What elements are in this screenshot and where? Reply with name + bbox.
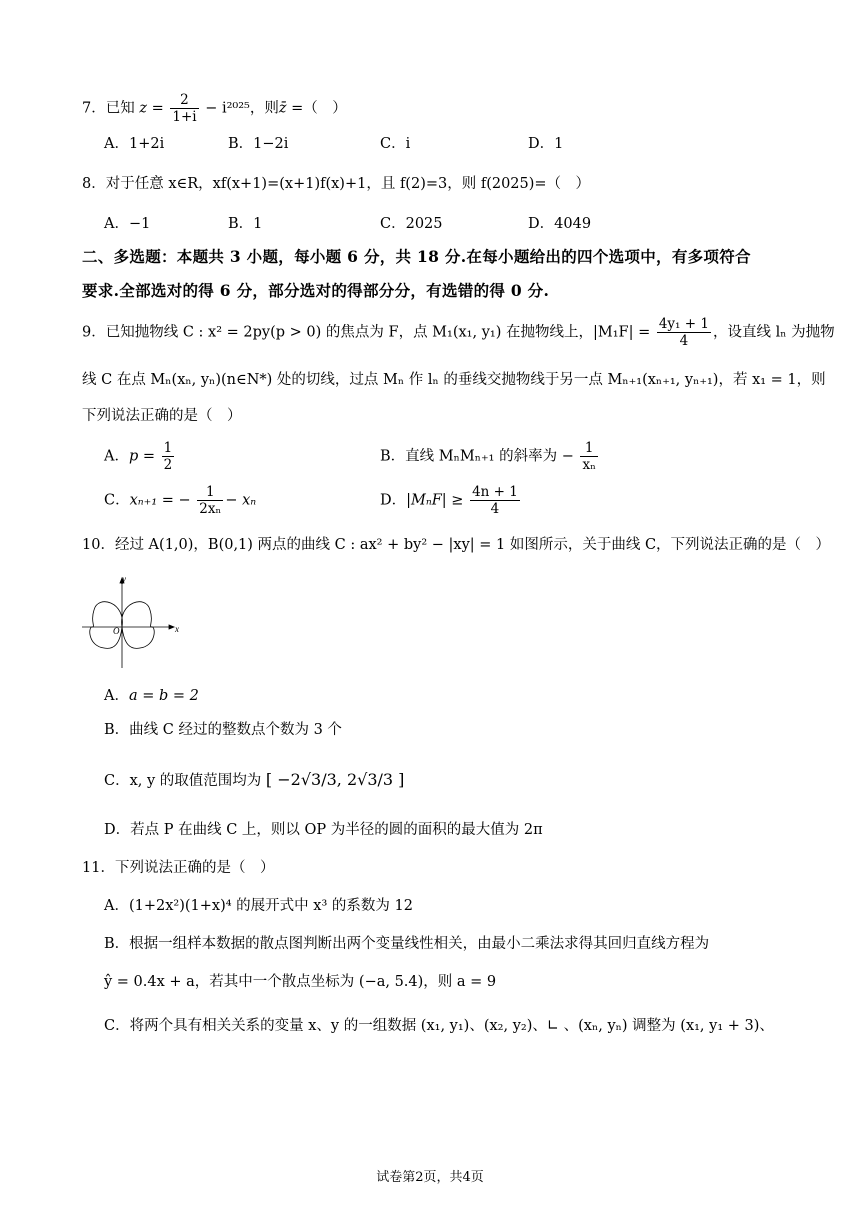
section-2-title-line1: 二、多选题：本题共 3 小题，每小题 6 分，共 18 分.在每小题给出的四个选项中，有多项符合 (82, 247, 751, 266)
q10-option-b: B．曲线 C 经过的整数点个数为 3 个 (104, 722, 342, 738)
q7-option-a: A．1+2i (104, 136, 165, 152)
q9d-den: 4 (490, 501, 500, 518)
q7-frac-den: 1+i (172, 109, 197, 126)
q8-number: 8． (82, 176, 106, 192)
q9-option-b: B．直线 MₙMₙ₊₁ 的斜率为 − $\frac{1}{\text{xₙ}}$ (380, 440, 596, 474)
q7-z-label: z = (139, 100, 164, 117)
q9c-num: 1 (197, 484, 223, 501)
q9c-tail: − xₙ (225, 492, 257, 509)
q11-option-c: C．将两个具有相关关系的变量 x、y 的一组数据 (x₁, y₁)、(x₂, y₂)、∟ 、(xₙ, yₙ) 调整为 (x₁, y₁ + 3)、 (104, 1018, 774, 1034)
q10-curve-figure (80, 574, 180, 670)
q9d-num: 4n + 1 (472, 484, 518, 500)
q8-option-c: C．2025 (380, 216, 443, 232)
q9-option-d: D．|MₙF| ≥ $\frac{4n + 1}{4}$ (380, 484, 518, 518)
q9a-num: 1 (163, 440, 173, 456)
q7-option-b: B．1−2i (228, 136, 289, 152)
q11-option-b: B．根据一组样本数据的散点图判断出两个变量线性相关，由最小二乘法求得其回归直线方程为 (104, 936, 710, 952)
q9-line1-a: 已知抛物线 C : x² = 2py(p > 0) 的焦点为 F，点 M₁(x₁, y₁) 在抛物线上，|M₁F| = (105, 324, 651, 341)
q9b-num: 1 (580, 440, 597, 457)
y-axis-label: y (122, 574, 126, 584)
q10-option-c: C．x, y 的取值范围均为 [ −2√3/3, 2√3/3 ] (104, 770, 405, 789)
q9-stem-line3: 下列说法正确的是（ ） (82, 408, 242, 424)
q7-fraction (170, 92, 198, 125)
q9-frac-den: 4 (679, 333, 689, 350)
q11-number: 11． (82, 860, 115, 876)
q10-option-a: A．a = b = 2 (104, 688, 199, 704)
q9-option-c: C．xₙ₊₁ = − $\frac{1}{\text{2xₙ}}$ − xₙ (104, 484, 257, 518)
q9-number: 9． (82, 324, 106, 341)
q10c-interval: [ −2√3/3, 2√3/3 ] (265, 770, 405, 789)
q10-number: 10． (82, 537, 115, 553)
q9-frac-num: 4y₁ + 1 (658, 316, 709, 332)
q9-stem-line2: 线 C 在点 Mₙ(xₙ, yₙ)(n∈N*) 处的切线，过点 Mₙ 作 lₙ 的垂线交抛物线于另一点 Mₙ₊₁(xₙ₊₁, yₙ₊₁)，若 x₁ = 1，则 (82, 372, 826, 388)
q11-option-b-cont: ŷ = 0.4x + a，若其中一个散点坐标为 (−a, 5.4)，则 a = 9 (104, 974, 497, 990)
q7-tail: − i²⁰²⁵ (205, 100, 250, 117)
q7-stem-suffix: ，则 (249, 100, 279, 117)
q11-stem (82, 860, 274, 877)
q9-stem-line1 (82, 316, 835, 349)
q9a-den: 2 (163, 457, 173, 474)
q10-stem (82, 537, 830, 554)
q8-option-d: D．4049 (528, 216, 592, 232)
q8-option-b: B．1 (228, 216, 263, 232)
q9b-den: xₙ (582, 457, 596, 474)
origin-label: O (113, 626, 120, 636)
q9-line1-b: ，设直线 lₙ 为抛物 (712, 324, 835, 341)
q11-option-a: A．(1+2x²)(1+x)⁴ 的展开式中 x³ 的系数为 12 (104, 898, 413, 914)
q7-paren: （ ） (303, 100, 347, 117)
q9-option-a: A．p = $\frac{1}{2}$ (104, 440, 173, 474)
q7-stem-prefix: 已知 (105, 100, 135, 117)
q10-text: 经过 A(1,0)，B(0,1) 两点的曲线 C : ax² + by² − |xy| = 1 如图所示，关于曲线 C，下列说法正确的是（ ） (114, 537, 831, 553)
x-axis-label: x (175, 624, 179, 634)
q9-fraction (657, 316, 711, 349)
q9c-den: 2xₙ (199, 501, 222, 518)
q7-zbar: z̄ = (278, 100, 304, 117)
q8-text: 对于任意 x∈R，xf(x+1)=(x+1)f(x)+1，且 f(2)=3，则 f(2025)=（ ） (105, 176, 591, 192)
section-2-title-line2: 要求.全部选对的得 6 分，部分选对的得部分分，有选错的得 0 分. (82, 281, 550, 300)
q8-stem (82, 176, 590, 193)
q8-option-a: A．−1 (104, 216, 151, 232)
q7-number: 7． (82, 100, 106, 117)
q7-option-d: D．1 (528, 136, 564, 152)
q11-text: 下列说法正确的是（ ） (114, 860, 275, 876)
page-footer: 试卷第2页，共4页 (376, 1170, 484, 1185)
q10-option-d: D．若点 P 在曲线 C 上，则以 OP 为半径的圆的面积的最大值为 2π (104, 822, 543, 838)
x-axis-arrow-icon (169, 625, 174, 629)
q7-stem (82, 92, 347, 125)
q7-option-c: C．i (380, 136, 411, 152)
q7-frac-num: 2 (170, 92, 198, 109)
